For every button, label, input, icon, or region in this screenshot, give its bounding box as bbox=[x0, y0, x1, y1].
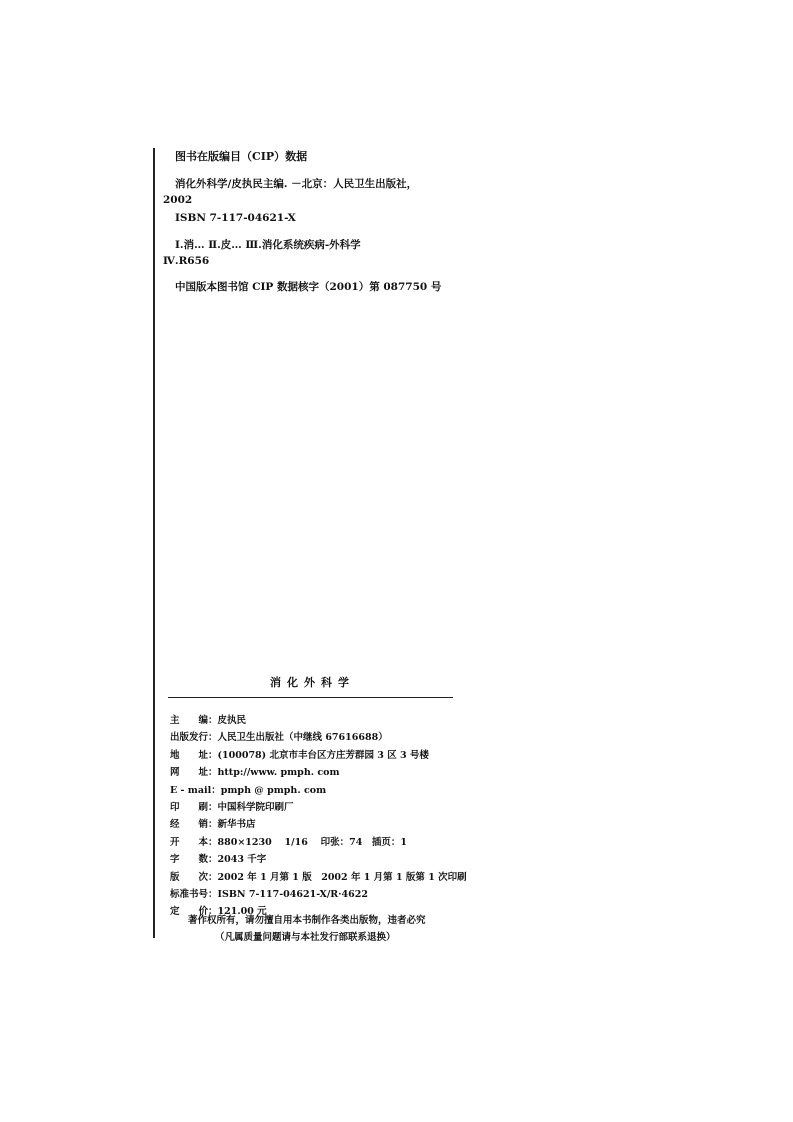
cip-title-line-2: 2002 bbox=[163, 194, 193, 206]
info-label: 字 数： bbox=[170, 854, 218, 866]
info-label: 网 址： bbox=[170, 767, 218, 779]
info-row bbox=[170, 869, 467, 883]
info-label: 标准书号： bbox=[170, 889, 218, 900]
cip-heading: 图书在版编目（CIP）数据 bbox=[175, 150, 308, 163]
info-label: 定 价： bbox=[170, 906, 218, 918]
title-divider bbox=[168, 697, 453, 698]
info-label: 印 刷： bbox=[170, 802, 218, 813]
info-value: 2043 千字 bbox=[217, 854, 267, 866]
info-row bbox=[170, 712, 246, 726]
info-label: 主 编： bbox=[170, 715, 218, 726]
info-label: 开 本： bbox=[170, 836, 218, 848]
info-row bbox=[170, 799, 294, 813]
info-value: 880×1230 1/16 印张：74 插页：1 bbox=[217, 836, 407, 848]
cip-classification-line-1: Ⅰ.消… Ⅱ.皮… Ⅲ.消化系统疾病-外科学 bbox=[175, 239, 361, 251]
info-value: 中国科学院印刷厂 bbox=[217, 802, 294, 813]
info-row bbox=[170, 747, 429, 761]
info-row bbox=[170, 834, 407, 848]
info-row bbox=[170, 782, 326, 796]
info-row bbox=[170, 729, 388, 743]
info-value: 新华书店 bbox=[217, 819, 256, 831]
book-title: 消化外科学 bbox=[270, 676, 355, 689]
cip-isbn: ISBN 7-117-04621-X bbox=[175, 212, 296, 224]
info-row bbox=[170, 816, 256, 830]
info-row bbox=[170, 886, 368, 900]
info-label: 版 次： bbox=[170, 871, 218, 883]
info-value: (100078) 北京市丰台区方庄芳群园 3 区 3 号楼 bbox=[217, 749, 429, 761]
copyright-notice: 著作权所有，请勿擅自用本书制作各类出版物，违者必究 bbox=[188, 915, 426, 926]
info-value: 121.00 元 bbox=[217, 906, 267, 918]
info-value: 人民卫生出版社（中继线 67616688） bbox=[217, 732, 388, 744]
return-notice: （凡属质量问题请与本社发行部联系退换） bbox=[215, 932, 396, 943]
info-row bbox=[170, 764, 340, 778]
info-row bbox=[170, 851, 266, 865]
info-label: 出版发行： bbox=[170, 732, 218, 744]
info-value: ISBN 7-117-04621-X/R·4622 bbox=[217, 889, 368, 900]
info-value: pmph @ pmph. com bbox=[220, 784, 327, 796]
cip-number: 中国版本图书馆 CIP 数据核字（2001）第 087750 号 bbox=[175, 281, 442, 293]
info-value: http://www. pmph. com bbox=[217, 767, 340, 779]
info-value: 皮执民 bbox=[217, 715, 247, 726]
info-label: 经 销： bbox=[170, 819, 218, 831]
info-label: 地 址： bbox=[170, 749, 218, 761]
margin-rule bbox=[153, 148, 155, 938]
info-value: 2002 年 1 月第 1 版 2002 年 1 月第 1 版第 1 次印刷 bbox=[217, 871, 467, 883]
cip-classification-line-2: Ⅳ.R656 bbox=[163, 255, 210, 267]
cip-title-line-1: 消化外科学/皮执民主编. －北京：人民卫生出版社， bbox=[175, 178, 418, 190]
info-label: E - mail： bbox=[170, 784, 221, 796]
